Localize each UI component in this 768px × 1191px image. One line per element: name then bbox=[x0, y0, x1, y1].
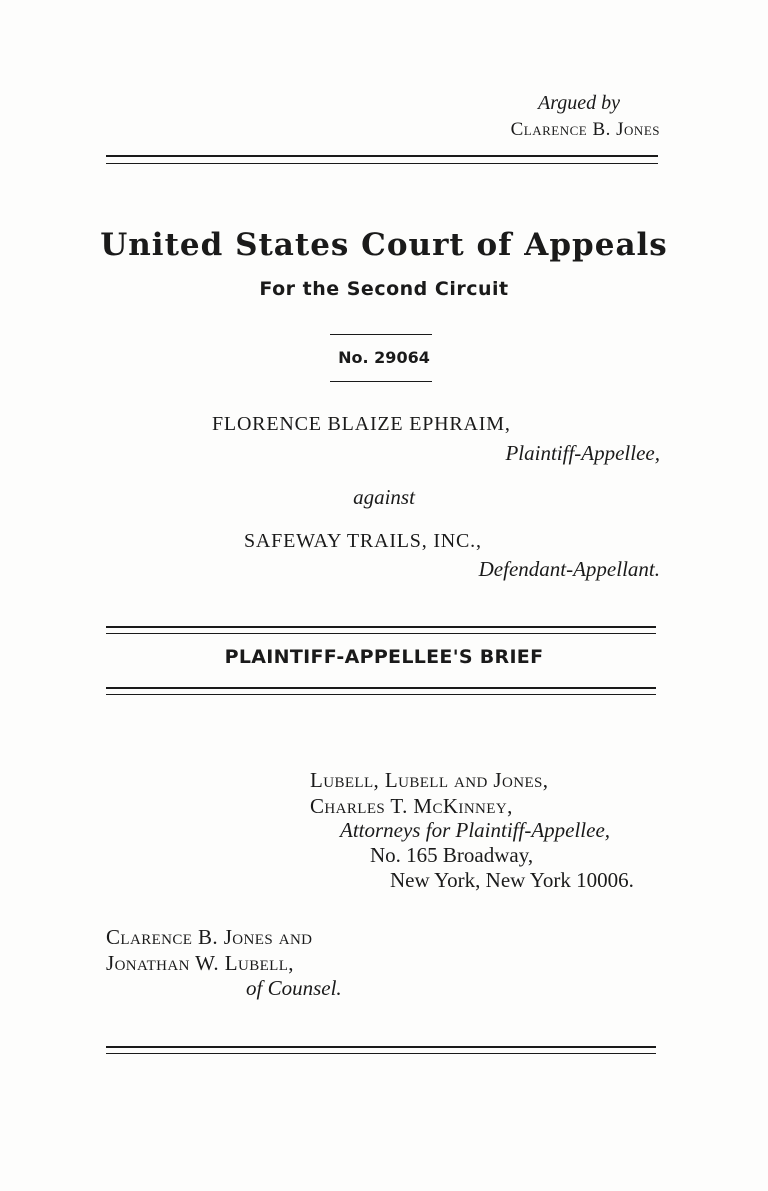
defendant-role: Defendant-Appellant. bbox=[478, 557, 660, 581]
counsel-firm: Lubell, Lubell and Jones, bbox=[310, 768, 549, 792]
title-double-rule-bottom-lower bbox=[106, 694, 656, 695]
top-double-rule-upper bbox=[106, 155, 658, 157]
versus-label: against bbox=[353, 485, 415, 509]
of-counsel-label: of Counsel. bbox=[246, 976, 342, 1000]
bottom-double-rule-upper bbox=[106, 1046, 656, 1048]
plaintiff-name: FLORENCE BLAIZE EPHRAIM, bbox=[212, 413, 511, 435]
circuit-name: For the Second Circuit bbox=[259, 278, 509, 300]
case-number-rule-bottom bbox=[330, 381, 432, 382]
case-number-rule-top bbox=[330, 334, 432, 335]
attorneys-for-label: Attorneys for Plaintiff-Appellee, bbox=[340, 818, 611, 842]
top-double-rule-lower bbox=[106, 163, 658, 164]
argued-by-name: Clarence B. Jones bbox=[510, 119, 660, 140]
address-line-1: No. 165 Broadway, bbox=[370, 843, 534, 867]
address-line-2: New York, New York 10006. bbox=[390, 868, 634, 892]
title-double-rule-top-upper bbox=[106, 626, 656, 628]
counsel-attorney: Charles T. McKinney, bbox=[310, 794, 513, 818]
defendant-name: SAFEWAY TRAILS, INC., bbox=[244, 530, 482, 552]
document-title: PLAINTIFF-APPELLEE'S BRIEF bbox=[224, 646, 544, 668]
argued-by-label: Argued by bbox=[537, 92, 620, 114]
bottom-double-rule-lower bbox=[106, 1053, 656, 1054]
of-counsel-line-1: Clarence B. Jones and bbox=[106, 925, 313, 949]
case-number: No. 29064 bbox=[338, 348, 430, 367]
of-counsel-line-2: Jonathan W. Lubell, bbox=[106, 951, 294, 975]
title-double-rule-top-lower bbox=[106, 633, 656, 634]
title-double-rule-bottom-upper bbox=[106, 687, 656, 689]
plaintiff-role: Plaintiff-Appellee, bbox=[505, 441, 660, 465]
court-title: United States Court of Appeals bbox=[100, 227, 668, 263]
